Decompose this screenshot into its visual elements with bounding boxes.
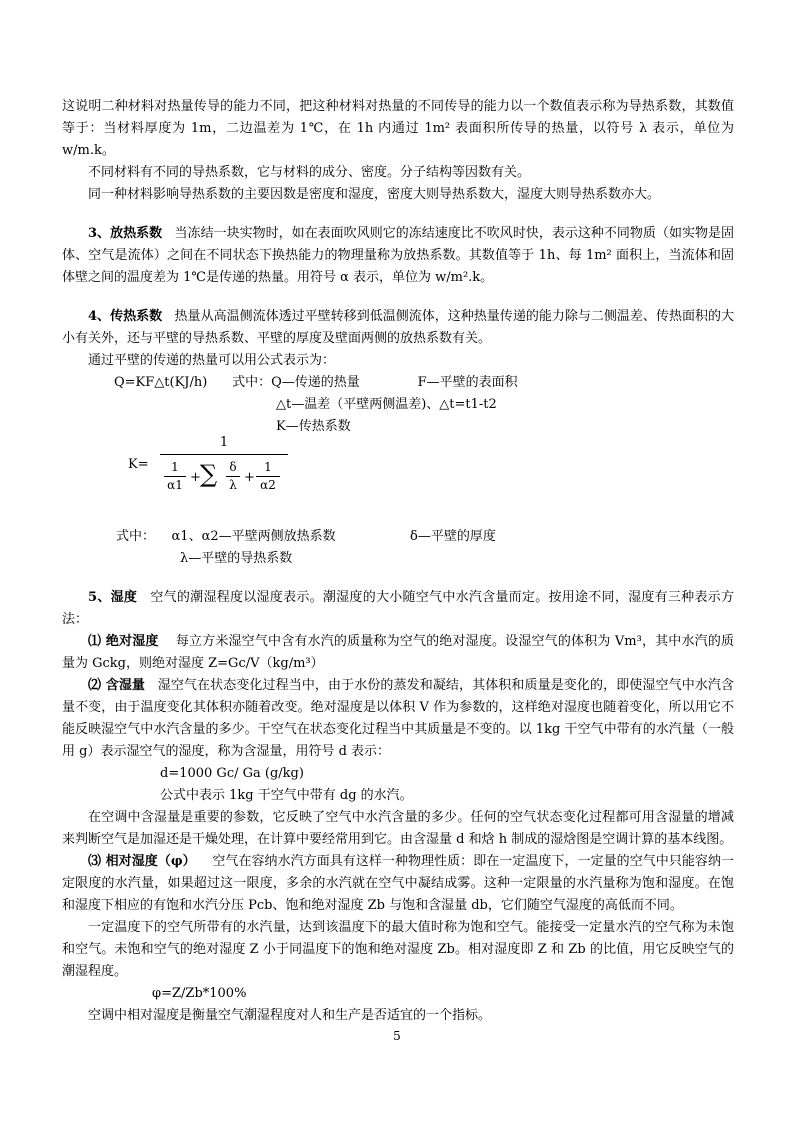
- alpha2-fraction: $\frac{1}{\alpha 2}$: [256, 459, 280, 494]
- formula-phi: φ=Z/Zb*100%: [152, 986, 247, 1001]
- paragraph-moisture-importance: 在空调中含湿量是重要的参数，它反映了空气中水汽含量的多少。任何的空气状态变化过程都可用含湿量的增减来判断空气是加湿还是干燥处理，在计算中要经常用到它。由含湿量 d 和焓 h 制成的湿焓图是空调计算的基本线图。: [62, 810, 734, 847]
- formula-k: [128, 435, 734, 520]
- alpha1-fraction: $\frac{1}{\alpha 1}$: [164, 459, 186, 494]
- subsection-relative-humidity: ⑶ 相对湿度（φ） 空气在容纳水汽方面具有这样一种物理性质：即在一定温度下，一定量的空气中只能容纳一定限度的水汽量，如果超过这一限度，多余的水汽就在空气中凝结成雾。这种一定限量的水汽量称为饱和湿度。在饱和湿度下相应的有饱和水汽分压 Pcb、饱和绝对湿度 Zb 与饱和含湿量 db，它们随空气湿度的高低而不同。: [62, 854, 734, 913]
- delta-lambda-fraction: $\frac{\delta}{\lambda}$: [226, 459, 240, 494]
- formula-k-fraction: [160, 432, 288, 501]
- sigma-symbol: ∑: [200, 460, 218, 488]
- section-text: 热量从高温侧流体透过平壁转移到低温侧流体，这种热量传递的能力除与二侧温差、传热面积的大小有关外，还与平壁的导热系数、平壁的厚度及壁面两侧的放热系数有关。: [62, 309, 734, 346]
- section-humidity: [62, 587, 734, 631]
- paragraph-relative-humidity-index: 空调中相对湿度是衡量空气潮湿程度对人和生产是否适宜的一个指标。: [88, 1008, 492, 1023]
- formula-k-where: 式中： α1、α2—平壁两侧放热系数 δ—平壁的厚度: [116, 529, 496, 544]
- section-heat-release: [62, 223, 734, 289]
- formula-k-label: K=: [128, 457, 149, 472]
- formula-q-delta-t: △t—温差（平壁两侧温差)、△t=t1-t2: [276, 397, 497, 412]
- document-body: [62, 96, 734, 1027]
- section-title: 5、湿度: [88, 590, 138, 605]
- section-title: 3、放热系数: [88, 226, 163, 241]
- subsection-absolute-humidity: ⑴ 绝对湿度 每立方米湿空气中含有水汽的质量称为空气的绝对湿度。设湿空气的体积为 Vm³，其中水汽的质量为 Gckg，则绝对湿度 Z=Gc/V（kg/m³）: [62, 634, 735, 671]
- formula-k-where-lambda: λ—平壁的导热系数: [180, 551, 293, 566]
- paragraph-materials: 不同材料有不同的导热系数，它与材料的成分、密度。分子结构等因数有关。: [88, 165, 531, 180]
- paragraph-formula-intro: 通过平壁的传递的热量可以用公式表示为：: [88, 353, 336, 368]
- paragraph-density-humidity: 同一种材料影响导热系数的主要因数是密度和湿度，密度大则导热系数大，湿度大则导热系数亦大。: [88, 187, 661, 202]
- paragraph-thermal-conductivity: 这说明二种材料对热量传导的能力不同，把这种材料对热量的不同传导的能力以一个数值表示称为导热系数，其数值等于：当材料厚度为 1m，二边温差为 1℃，在 1h 内通过 1m² 表面积所传导的热量，以符号 λ 表示，单位为 w/m.k。: [62, 99, 734, 158]
- page-number: 5: [393, 1029, 401, 1043]
- paragraph-saturated-air: 一定温度下的空气所带有的水汽量，达到该温度下的最大值时称为饱和空气。能接受一定量水汽的空气称为未饱和空气。未饱和空气的绝对湿度 Z 小于同温度下的饱和绝对湿度 Zb。相对湿度即 Z 和 Zb 的比值，用它反映空气的潮湿程度。: [62, 920, 734, 979]
- formula-q-k: K—传热系数: [276, 419, 351, 434]
- section-text: 空气的潮湿程度以湿度表示。潮湿度的大小随空气中水汽含量而定。按用途不同，湿度有三种表示方法：: [62, 590, 734, 627]
- section-title: 4、传热系数: [88, 309, 163, 324]
- section-heat-transfer: [62, 306, 734, 350]
- formula-k-numerator: 1: [160, 432, 288, 455]
- subsection-moisture-content: ⑵ 含湿量 湿空气在状态变化过程当中，由于水份的蒸发和凝结，其体积和质量是变化的，即使湿空气中水汽含量不变，由于温度变化其体积亦随着改变。绝对湿度是以体积 V 作为参数的，这样绝对湿度也随着变化，所以用它不能反映湿空气中水汽含量的多少。干空气在状态变化过程当中其质量是不变的。以 1kg 干空气中带有的水汽量（一般用 g）表示湿空气的湿度，称为含湿量，用符号 d 表示：: [62, 678, 734, 759]
- formula-k-denominator: $\frac{1}{\alpha 1}$ + ∑ $\frac{\delta}{\lambda}$ + $\frac{1}{\alpha 2}$: [160, 455, 288, 501]
- formula-q: Q=KF△t(KJ/h) 式中：Q—传递的热量 F—平壁的表面积: [114, 375, 518, 390]
- section-text: 当冻结一块实物时，如在表面吹风则它的冻结速度比不吹风时快，表示这种不同物质（如实物是固体、空气是流体）之间在不同状态下换热能力的物理量称为放热系数。其数值等于 1h、每 1m² 面积上，当流体和固体壁之间的温度差为 1℃是传递的热量。用符号 α 表示，单位为 w/m².k。: [62, 226, 734, 285]
- formula-d-note: 公式中表示 1kg 干空气中带有 dg 的水汽。: [160, 788, 413, 803]
- formula-d: d=1000 Gc/ Ga (g/kg): [160, 766, 304, 781]
